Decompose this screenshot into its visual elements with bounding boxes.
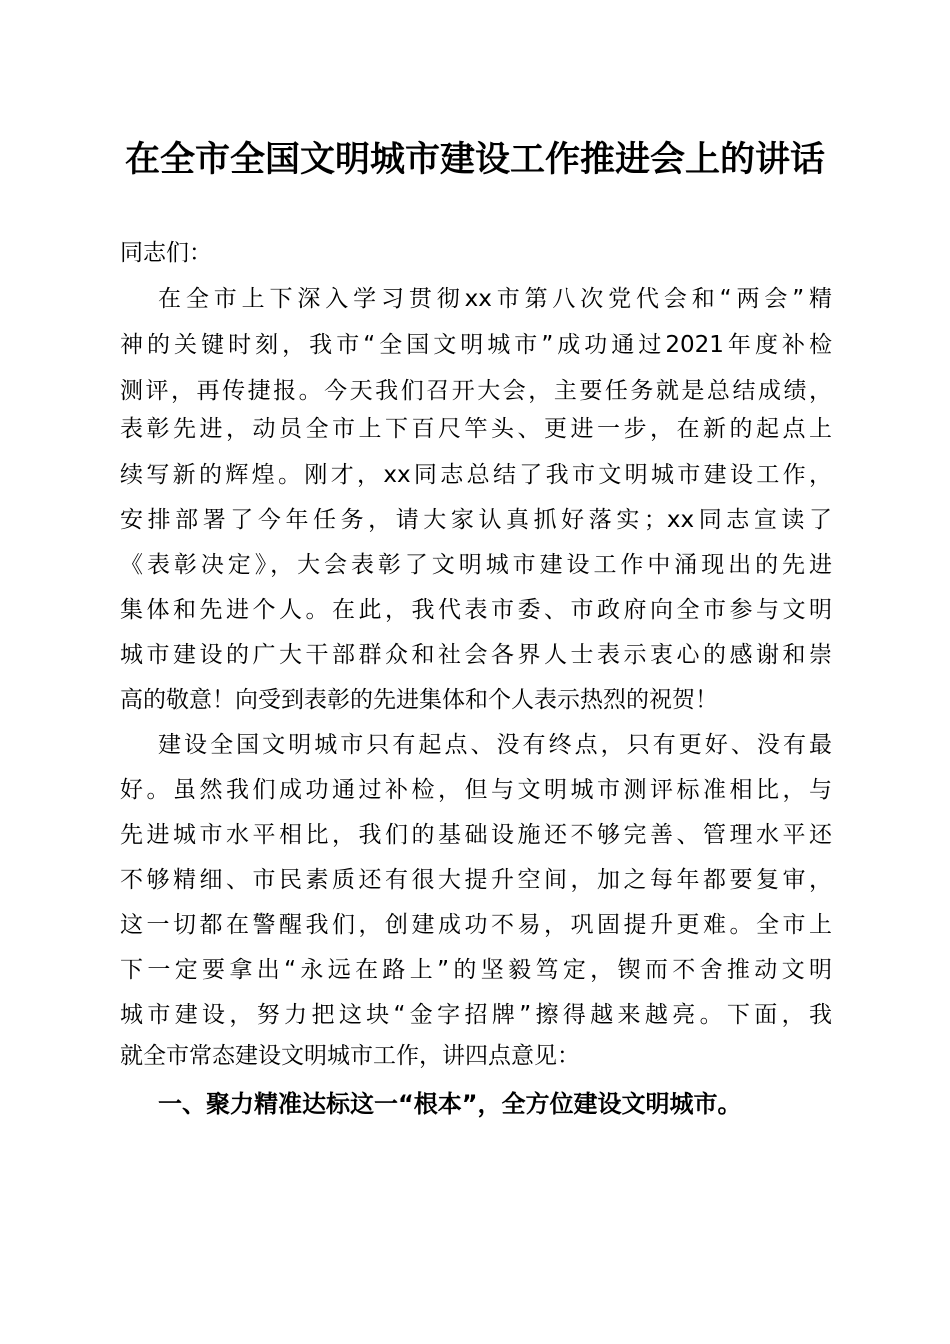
paragraph-line: 城市建设的广大干部群众和社会各界人士表示衷心的感谢和崇 [120,642,832,668]
paragraph-line: 城市建设，努力把这块“金字招牌”擦得越来越亮。下面，我 [120,1002,832,1028]
paragraph-line: 测评，再传捷报。今天我们召开大会，主要任务就是总结成绩， [120,378,832,404]
paragraph-line: 神的关键时刻，我市“全国文明城市”成功通过2021年度补检 [120,332,832,358]
paragraph-line: 这一切都在警醒我们，创建成功不易，巩固提升更难。全市上 [120,912,832,938]
paragraph-line: 续写新的辉煌。刚才，xx同志总结了我市文明城市建设工作， [120,462,832,488]
paragraph-line: 在全市上下深入学习贯彻xx市第八次党代会和“两会”精 [158,286,832,312]
paragraph-line: 不够精细、市民素质还有很大提升空间，加之每年都要复审， [120,867,832,893]
paragraph-line: 高的敬意！向受到表彰的先进集体和个人表示热烈的祝贺！ [120,687,718,713]
paragraph-line: 先进城市水平相比，我们的基础设施还不够完善、管理水平还 [120,822,832,848]
paragraph-line: 表彰先进，动员全市上下百尺竿头、更进一步，在新的起点上 [120,416,832,442]
paragraph-line: 集体和先进个人。在此，我代表市委、市政府向全市参与文明 [120,597,832,623]
paragraph-line: 好。虽然我们成功通过补检，但与文明城市测评标准相比，与 [120,777,832,803]
document-title: 在全市全国文明城市建设工作推进会上的讲话 [124,139,825,180]
paragraph-line: 就全市常态建设文明城市工作，讲四点意见： [120,1043,580,1069]
paragraph-line: 下一定要拿出“永远在路上”的坚毅笃定，锲而不舍推动文明 [120,957,832,983]
paragraph-line: 《表彰决定》，大会表彰了文明城市建设工作中涌现出的先进 [120,552,832,578]
paragraph-line: 安排部署了今年任务，请大家认真抓好落实；xx同志宣读了 [120,507,832,533]
paragraph-line: 建设全国文明城市只有起点、没有终点，只有更好、没有最 [158,732,832,758]
section-heading: 一、聚力精准达标这一“根本”，全方位建设文明城市。 [158,1090,742,1118]
salutation: 同志们： [120,240,212,266]
